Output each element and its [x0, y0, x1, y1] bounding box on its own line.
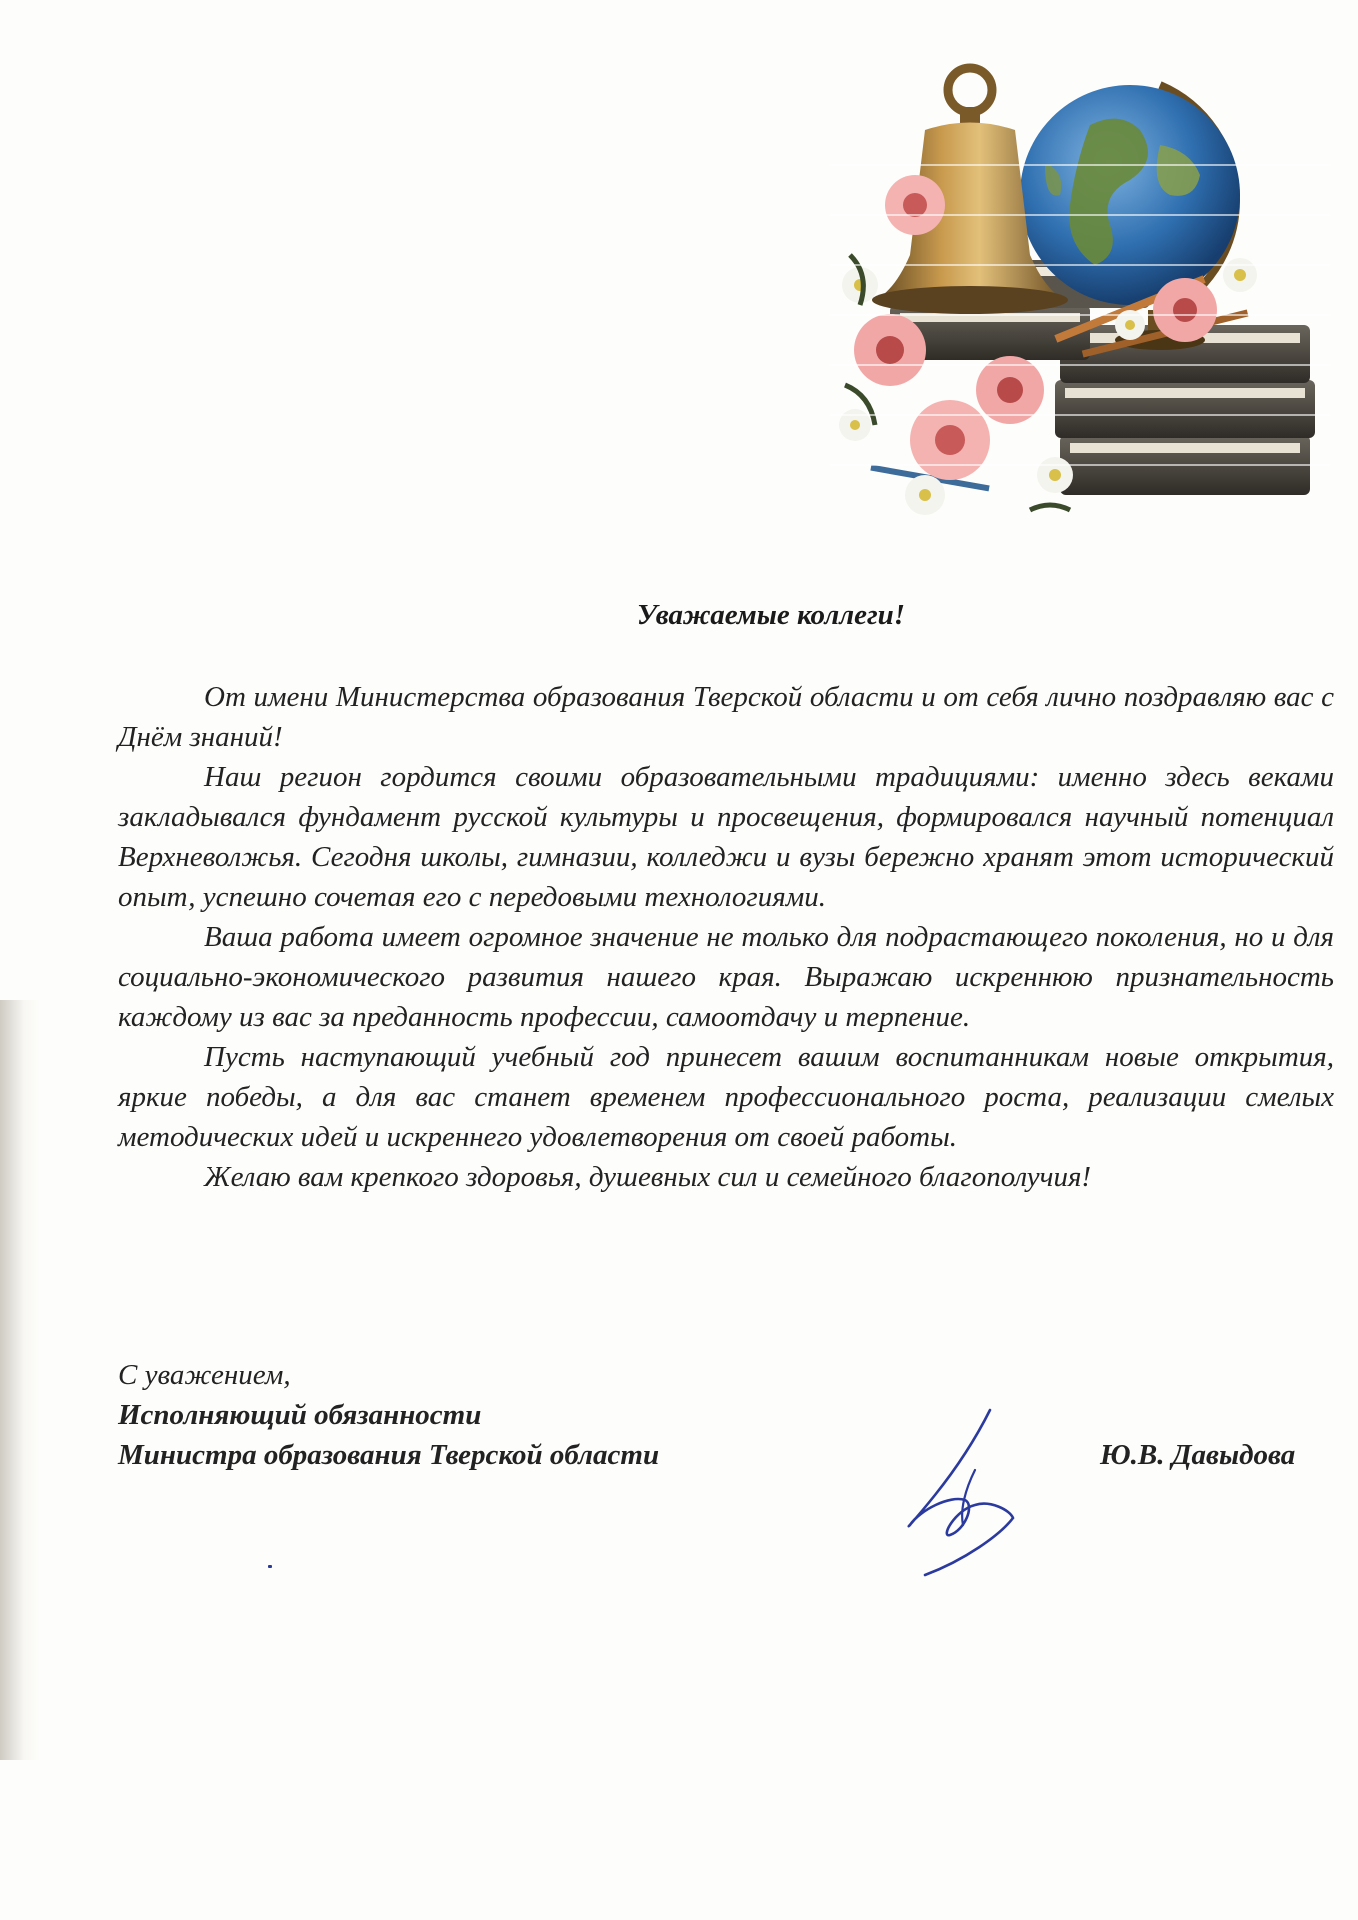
- ink-speck: [268, 1565, 272, 1568]
- paragraph: От имени Министерства образования Тверской области и от себя лично поздравляю вас с Днём знаний!: [118, 681, 1334, 753]
- handwritten-signature: [895, 1400, 1045, 1580]
- paragraph: Наш регион гордится своими образовательными традициями: именно здесь веками закладывался фундамент русской культуры и просвещения, формировался научный потенциал Верхневолжья. Сегодня школы, гимназии, колледжи и вузы бережно хранят этот исторический опыт, успешно сочетая его с передовыми технологиями.: [118, 761, 1334, 913]
- signer-position-line2: Министра образования Тверской области: [118, 1439, 660, 1471]
- paragraph: Пусть наступающий учебный год принесет вашим воспитанникам новые открытия, яркие победы, а для вас станет временем профессионального роста, реализации смелых методических идей и искреннего удовлетворения от своей работы.: [118, 1041, 1334, 1153]
- bell-globe-books-flowers-illustration: [830, 55, 1330, 545]
- letter-body: [118, 595, 1334, 1197]
- scan-edge-wear: [0, 1000, 40, 1760]
- paragraph: Желаю вам крепкого здоровья, душевных сил и семейного благополучия!: [204, 1161, 1092, 1193]
- greeting: Уважаемые коллеги!: [636, 599, 906, 631]
- closing-regards: С уважением,: [118, 1359, 291, 1391]
- signer-position-line1: Исполняющий обязанности: [118, 1399, 482, 1431]
- closing-block: [118, 1355, 659, 1475]
- paragraph: Ваша работа имеет огромное значение не только для подрастающего поколения, но и для социально-экономического развития нашего края. Выражаю искреннюю признательность каждому из вас за преданность профессии, самоотдачу и терпение.: [118, 921, 1334, 1033]
- signer-name: Ю.В. Давыдова: [1100, 1439, 1296, 1471]
